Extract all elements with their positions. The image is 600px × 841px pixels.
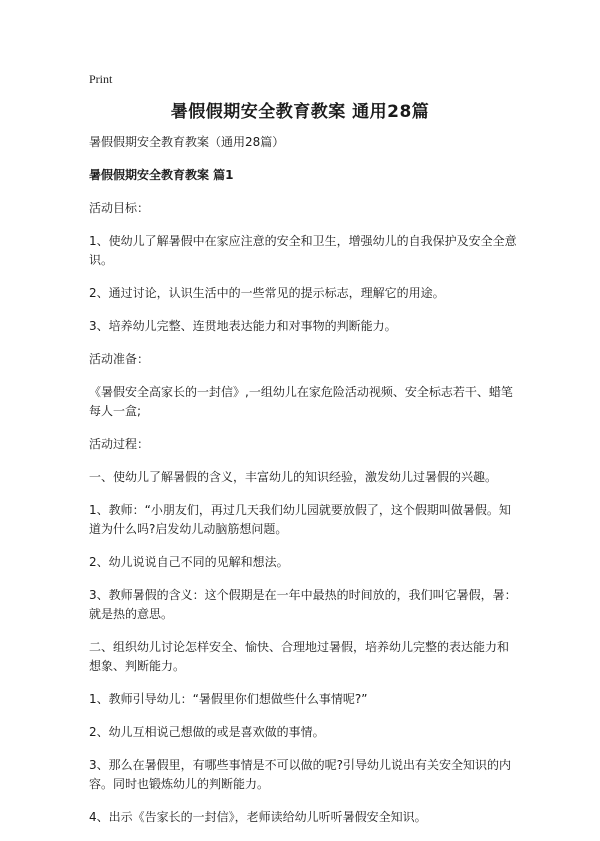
body-paragraph: 活动目标： [89, 201, 150, 215]
body-paragraph: 《暑假安全高家长的一封信》,一组幼儿在家危险活动视频、安全标志若干、蜡笔每人一盒; [89, 385, 513, 418]
body-paragraph: 活动过程： [89, 437, 150, 451]
body-paragraph: 1、使幼儿了解暑假中在家应注意的安全和卫生，增强幼儿的自我保护及安全全意识。 [89, 234, 517, 267]
body-paragraph: 二、组织幼儿讨论怎样安全、愉快、合理地过暑假，培养幼儿完整的表达能力和想象、判断能力。 [89, 640, 510, 673]
body-paragraph: 2、幼儿说说自己不同的见解和想法。 [89, 555, 289, 569]
document-body [89, 133, 519, 841]
body-paragraph: 2、通过讨论，认识生活中的一些常见的提示标志，理解它的用途。 [89, 286, 445, 300]
section-heading: 暑假假期安全教育教案 篇1 [89, 168, 234, 182]
body-paragraph: 3、培养幼儿完整、连贯地表达能力和对事物的判断能力。 [89, 319, 397, 333]
print-label: Print [89, 72, 113, 86]
body-paragraph: 3、教师暑假的含义：这个假期是在一年中最热的时间放的，我们叫它暑假，暑：就是热的意思。 [89, 588, 517, 621]
body-paragraph: 4、出示《告家长的一封信》，老师读给幼儿听听暑假安全知识。 [89, 810, 427, 824]
body-paragraph: 1、教师：“小朋友们，再过几天我们幼儿园就要放假了，这个假期叫做暑假。知道为什么吗?启发幼儿动脑筋想问题。 [89, 503, 511, 536]
body-paragraph: 1、教师引导幼儿：“暑假里你们想做些什么事情呢?” [89, 692, 368, 706]
body-paragraph: 3、那么在暑假里，有哪些事情是不可以做的呢?引导幼儿说出有关安全知识的内容。同时也锻炼幼儿的判断能力。 [89, 758, 512, 791]
body-paragraph: 一、使幼儿了解暑假的含义，丰富幼儿的知识经验，激发幼儿过暑假的兴趣。 [89, 470, 498, 484]
body-paragraph: 活动准备： [89, 352, 150, 366]
body-paragraph: 2、幼儿互相说己想做的或是喜欢做的事情。 [89, 725, 325, 739]
subtitle-paragraph: 暑假假期安全教育教案（通用28篇） [89, 135, 285, 149]
document-title: 暑假假期安全教育教案 通用28篇 [170, 102, 430, 122]
